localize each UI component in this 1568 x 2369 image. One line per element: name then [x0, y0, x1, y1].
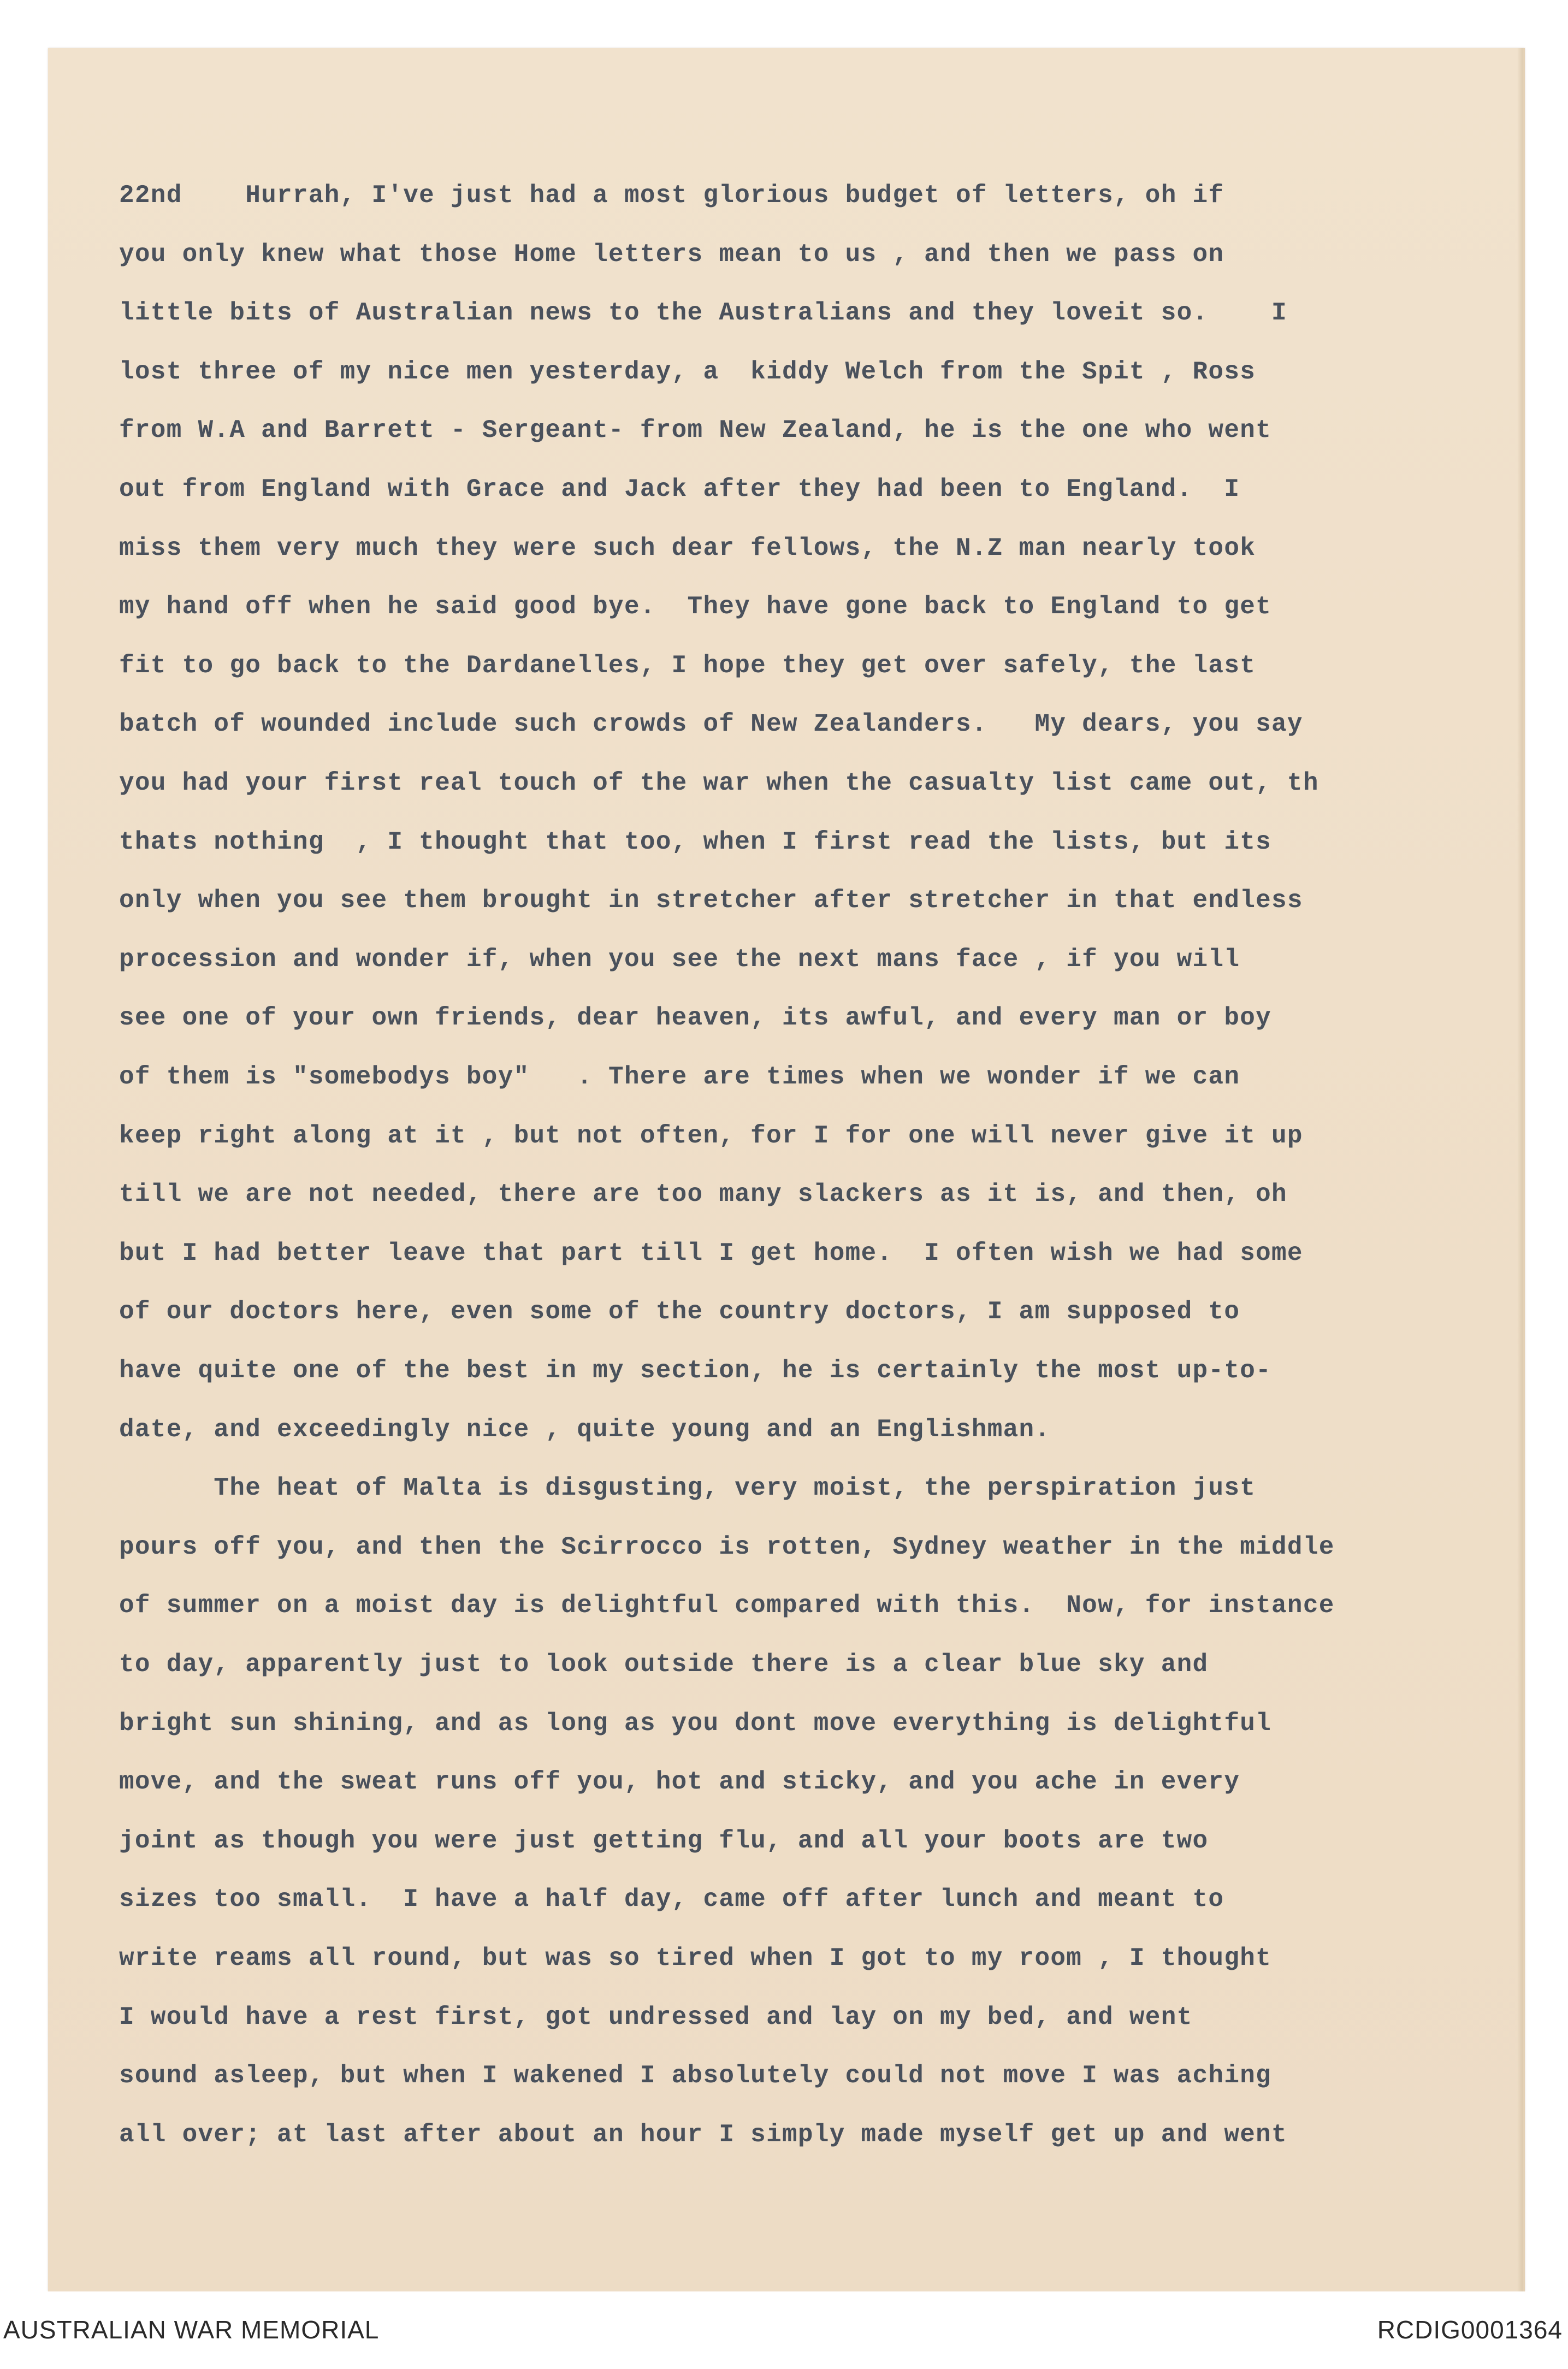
letter-line: only when you see them brought in stretcher after stretcher in that endless: [119, 886, 1303, 915]
letter-line: from W.A and Barrett - Sergeant- from New Zealand, he is the one who went: [119, 416, 1272, 445]
item-id-label: RCDIG0001364: [1377, 2315, 1563, 2344]
letter-line: all over; at last after about an hour I simply made myself get up and went: [119, 2121, 1287, 2149]
letter-page: [48, 48, 1525, 2291]
letter-line: lost three of my nice men yesterday, a kiddy Welch from the Spit , Ross: [119, 358, 1256, 386]
letter-line: batch of wounded include such crowds of New Zealanders. My dears, you say: [119, 710, 1303, 738]
letter-line: The heat of Malta is disgusting, very moist, the perspiration just: [119, 1474, 1256, 1502]
letter-line: 22nd Hurrah, I've just had a most glorious budget of letters, oh if: [119, 181, 1224, 210]
letter-line: date, and exceedingly nice , quite young and an Englishman.: [119, 1416, 1051, 1444]
letter-line: have quite one of the best in my section, he is certainly the most up-to-: [119, 1357, 1272, 1385]
letter-line: of our doctors here, even some of the country doctors, I am supposed to: [119, 1298, 1240, 1326]
letter-line: you had your first real touch of the war when the casualty list came out, th: [119, 769, 1319, 797]
letter-line: keep right along at it , but not often, for I for one will never give it up: [119, 1122, 1303, 1150]
letter-line: procession and wonder if, when you see the next mans face , if you will: [119, 945, 1240, 974]
letter-line: but I had better leave that part till I get home. I often wish we had some: [119, 1239, 1303, 1268]
letter-line: to day, apparently just to look outside there is a clear blue sky and: [119, 1650, 1209, 1679]
letter-line: my hand off when he said good bye. They have gone back to England to get: [119, 593, 1272, 621]
letter-line: of them is "somebodys boy" . There are times when we wonder if we can: [119, 1063, 1240, 1091]
letter-line: out from England with Grace and Jack after they had been to England. I: [119, 475, 1240, 504]
letter-line: of summer on a moist day is delightful compared with this. Now, for instance: [119, 1591, 1335, 1620]
letter-line: write reams all round, but was so tired when I got to my room , I thought: [119, 1944, 1272, 1973]
letter-line: miss them very much they were such dear fellows, the N.Z man nearly took: [119, 534, 1256, 562]
letter-line: bright sun shining, and as long as you dont move everything is delightful: [119, 1709, 1272, 1738]
letter-line: sound asleep, but when I wakened I absolutely could not move I was aching: [119, 2062, 1272, 2090]
letter-line: see one of your own friends, dear heaven, its awful, and every man or boy: [119, 1004, 1272, 1032]
letter-line: till we are not needed, there are too many slackers as it is, and then, oh: [119, 1180, 1287, 1209]
letter-line: joint as though you were just getting flu, and all your boots are two: [119, 1827, 1209, 1855]
letter-line: you only knew what those Home letters mean to us , and then we pass on: [119, 240, 1224, 269]
archive-footer: [0, 2291, 1568, 2369]
letter-line: fit to go back to the Dardanelles, I hope they get over safely, the last: [119, 652, 1256, 680]
letter-line: pours off you, and then the Scirrocco is rotten, Sydney weather in the middle: [119, 1533, 1335, 1561]
letter-line: little bits of Australian news to the Australians and they loveit so. I: [119, 299, 1287, 327]
institution-label: AUSTRALIAN WAR MEMORIAL: [3, 2315, 380, 2344]
typed-letter-body: [48, 48, 1523, 2291]
letter-line: sizes too small. I have a half day, came off after lunch and meant to: [119, 1885, 1224, 1914]
letter-line: thats nothing , I thought that too, when I first read the lists, but its: [119, 828, 1272, 856]
letter-line: move, and the sweat runs off you, hot and sticky, and you ache in every: [119, 1768, 1240, 1796]
letter-line: I would have a rest first, got undressed and lay on my bed, and went: [119, 2003, 1193, 2032]
